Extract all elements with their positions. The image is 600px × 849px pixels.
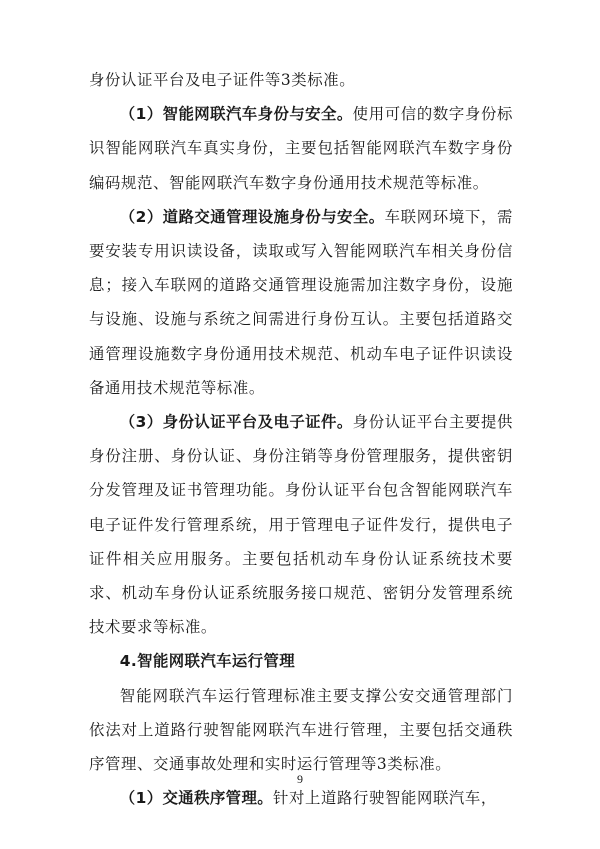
- paragraph-text: 智能网联汽车运行管理标准主要支撑公安交通管理部门依法对上道路行驶智能网联汽车进行管理，主要包括交通秩序管理、交通事故处理和实时运行管理等3类标准。: [89, 686, 513, 774]
- item-heading: （1）智能网联汽车身份与安全。: [119, 105, 353, 124]
- body-text: [89, 63, 513, 815]
- paragraph-text: 身份认证平台主要提供身份注册、身份认证、身份注销等身份管理服务，提供密钥分发管理及证书管理功能。身份认证平台包含智能网联汽车电子证件发行管理系统，用于管理电子证件发行，提供电子证件相关应用服务。主要包括机动车身份认证系统技术要求、机动车身份认证系统服务接口规范、密钥分发管理系统技术要求等标准。: [89, 413, 513, 637]
- item-heading: （1）交通秩序管理。: [119, 789, 274, 808]
- paragraph-text: 针对上道路行驶智能网联汽车，: [273, 789, 497, 808]
- paragraph-text: 身份认证平台及电子证件等3类标准。: [89, 71, 356, 89]
- paragraph-facility-identity: [89, 200, 513, 405]
- item-heading: （3）身份认证平台及电子证件。: [119, 413, 353, 432]
- section-heading: [89, 644, 513, 678]
- paragraph-text: 车联网环境下，需要安装专用识读设备，读取或写入智能网联汽车相关身份信息；接入车联网的道路交通管理设施需加注数字身份，设施与设施、设施与系统之间需进行身份互认。主要包括道路交通管理设施数字身份通用技术规范、机动车电子证件识读设备通用技术规范等标准。: [89, 207, 513, 397]
- paragraph-auth-platform: [89, 405, 513, 644]
- page-number: 9: [297, 772, 303, 786]
- section-heading-text: 4.智能网联汽车运行管理: [119, 652, 296, 671]
- paragraph-vehicle-identity: [89, 97, 513, 200]
- paragraph-continuation: [89, 63, 513, 97]
- paragraph-operation-management: [89, 679, 513, 782]
- paragraph-text: 使用可信的数字身份标识智能网联汽车真实身份，主要包括智能网联汽车数字身份编码规范、智能网联汽车数字身份通用技术规范等标准。: [89, 105, 513, 192]
- item-heading: （2）道路交通管理设施身份与安全。: [119, 207, 385, 226]
